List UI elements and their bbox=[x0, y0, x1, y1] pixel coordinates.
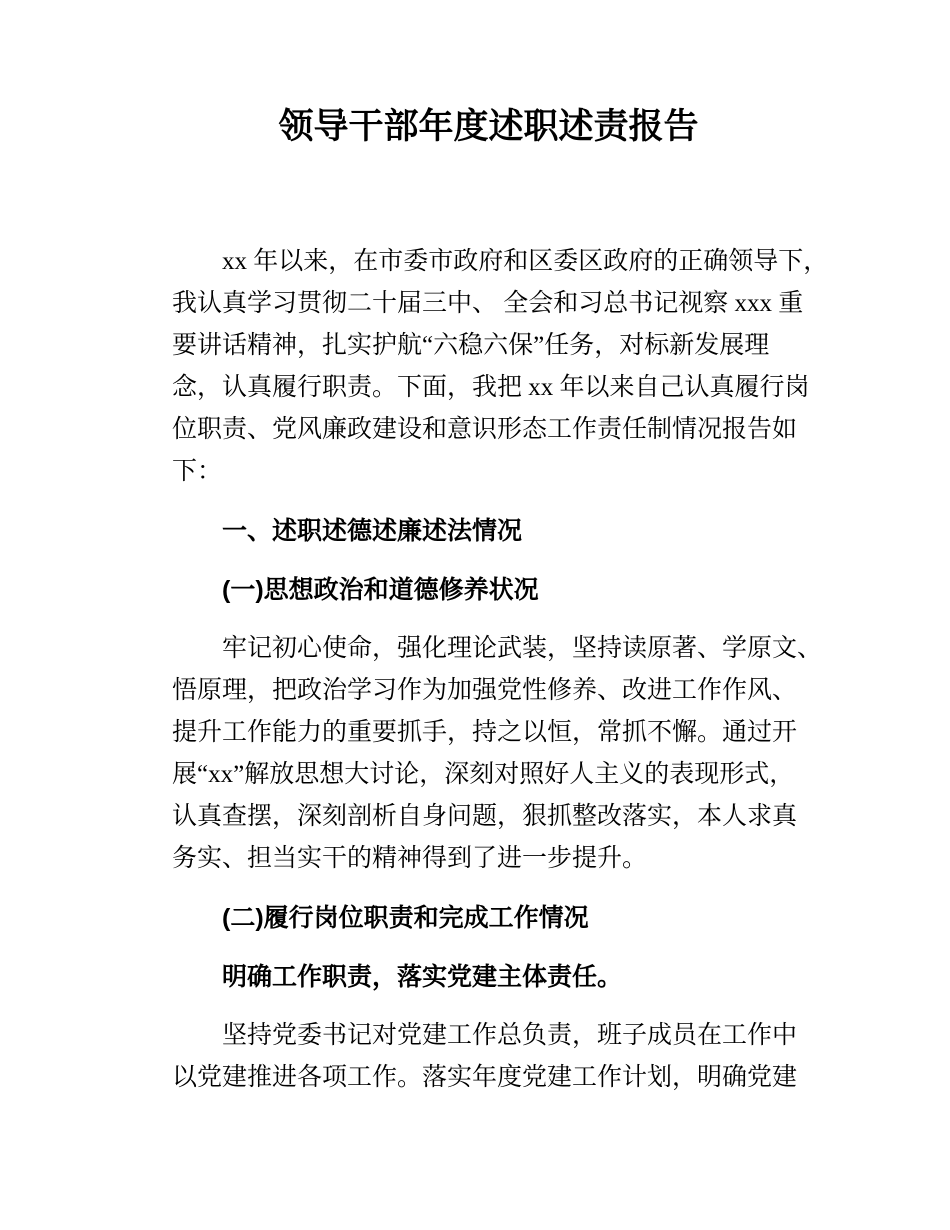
text-line: 展“xx”解放思想大讨论，深刻对照好人主义的表现形式， bbox=[172, 761, 795, 788]
text-line: 我认真学习贯彻二十届三中、 全会和习总书记视察 xxx 重 bbox=[172, 290, 804, 317]
text-line: 要讲话精神，扎实护航“六稳六保”任务，对标新发展理 bbox=[172, 332, 770, 359]
document-content bbox=[172, 105, 829, 1099]
text-line: 以党建推进各项工作。落实年度党建工作计划，明确党建 bbox=[172, 1064, 798, 1091]
paragraph-thought bbox=[172, 628, 823, 880]
section-heading-1: 一、述职述德述廉述法情况 bbox=[222, 517, 523, 545]
text-line: 位职责、党风廉政建设和意识形态工作责任制情况报告如 bbox=[172, 416, 798, 443]
paragraph-intro bbox=[172, 241, 829, 493]
text-line: 念，认真履行职责。下面，我把 xx 年以来自己认真履行岗 bbox=[172, 374, 810, 401]
subsection-heading-2: (二)履行岗位职责和完成工作情况 bbox=[222, 904, 589, 932]
text-line: 务实、担当实干的精神得到了进一步提升。 bbox=[172, 845, 648, 872]
text-line: 坚持党委书记对党建工作总负责，班子成员在工作中 bbox=[222, 1022, 798, 1049]
paragraph-duty bbox=[172, 1015, 805, 1099]
text-line: 悟原理，把政治学习作为加强党性修养、改进工作作风、 bbox=[172, 677, 798, 704]
text-line: 下： bbox=[172, 458, 223, 485]
text-line: 认真查摆，深刻剖析自身问题，狠抓整改落实，本人求真 bbox=[172, 803, 798, 830]
subsection-heading-1: (一)思想政治和道德修养状况 bbox=[222, 576, 539, 604]
text-line: 牢记初心使命，强化理论武装，坚持读原著、学原文、 bbox=[222, 635, 823, 662]
text-line: 提升工作能力的重要抓手，持之以恒，常抓不懈。通过开 bbox=[172, 719, 798, 746]
text-line: xx 年以来，在市委市政府和区委区政府的正确领导下， bbox=[222, 248, 829, 275]
emphasis-line: 明确工作职责，落实党建主体责任。 bbox=[222, 963, 623, 991]
document-title: 领导干部年度述职述责报告 bbox=[278, 107, 699, 146]
